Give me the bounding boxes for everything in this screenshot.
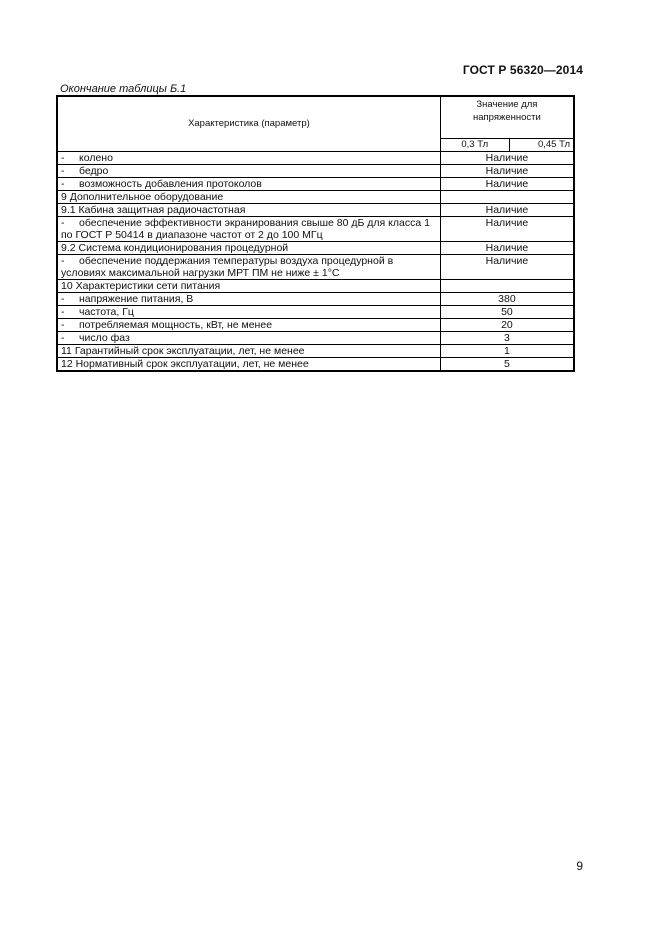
parameter-text: обеспечение эффективности экранирования свыше 80 дБ для класса 1 по ГОСТ Р 50414 в диапазоне частот от 2 до 100 МГц: [61, 217, 430, 241]
table-row: [57, 319, 574, 332]
parameter-cell: [57, 293, 440, 306]
parameter-cell: [57, 191, 440, 204]
list-dash: -: [61, 255, 65, 267]
table-row: [57, 345, 574, 358]
value-cell: Наличие: [440, 255, 574, 280]
parameter-cell: [57, 306, 440, 319]
parameter-text: колено: [79, 152, 113, 164]
parameter-text: число фаз: [79, 332, 130, 344]
column-header-0-45-tesla: 0,45 Тл: [509, 139, 574, 152]
value-cell: Наличие: [440, 178, 574, 191]
list-dash: -: [61, 293, 65, 305]
value-cell: [440, 280, 574, 293]
value-cell: 5: [440, 358, 574, 372]
value-cell: 50: [440, 306, 574, 319]
table-row: [57, 217, 574, 242]
list-dash: -: [61, 217, 65, 229]
table-row: [57, 191, 574, 204]
list-dash: -: [61, 306, 65, 318]
column-header-parameter: Характеристика (параметр): [57, 96, 440, 152]
parameter-text: 9 Дополнительное оборудование: [61, 191, 224, 203]
value-cell: Наличие: [440, 152, 574, 165]
table-row: [57, 306, 574, 319]
table-body: [57, 152, 574, 372]
parameter-text: возможность добавления протоколов: [79, 178, 262, 190]
table-row: [57, 255, 574, 280]
parameter-text: 10 Характеристики сети питания: [61, 280, 221, 292]
table-row: [57, 165, 574, 178]
parameter-cell: [57, 217, 440, 242]
parameter-cell: [57, 255, 440, 280]
value-cell: Наличие: [440, 165, 574, 178]
page-number: 9: [576, 859, 583, 873]
parameter-cell: [57, 280, 440, 293]
parameter-cell: [57, 345, 440, 358]
column-header-value: Значение для напряженности: [440, 96, 574, 139]
list-dash: -: [61, 332, 65, 344]
table-row: [57, 178, 574, 191]
list-dash: -: [61, 178, 65, 190]
table-row: [57, 332, 574, 345]
table-row: [57, 280, 574, 293]
parameter-text: 9.1 Кабина защитная радиочастотная: [61, 204, 246, 216]
value-cell: 1: [440, 345, 574, 358]
parameter-text: частота, Гц: [79, 306, 134, 318]
value-cell: 380: [440, 293, 574, 306]
parameter-cell: [57, 152, 440, 165]
parameter-text: 9.2 Система кондиционирования процедурной: [61, 242, 289, 254]
value-cell: [440, 191, 574, 204]
parameter-text: 11 Гарантийный срок эксплуатации, лет, не менее: [61, 345, 305, 357]
list-dash: -: [61, 152, 65, 164]
column-header-0-3-tesla: 0,3 Тл: [440, 139, 509, 152]
value-cell: 20: [440, 319, 574, 332]
parameter-cell: [57, 165, 440, 178]
parameter-cell: [57, 332, 440, 345]
table-row: [57, 293, 574, 306]
document-code: ГОСТ Р 56320—2014: [462, 63, 583, 77]
value-cell: Наличие: [440, 242, 574, 255]
table-caption: Окончание таблицы Б.1: [60, 83, 187, 95]
parameter-text: потребляемая мощность, кВт, не менее: [79, 319, 273, 331]
parameter-cell: [57, 358, 440, 372]
table-row: [57, 358, 574, 372]
parameter-cell: [57, 319, 440, 332]
table-row: [57, 242, 574, 255]
list-dash: -: [61, 165, 65, 177]
value-cell: Наличие: [440, 217, 574, 242]
parameter-text: 12 Нормативный срок эксплуатации, лет, не менее: [61, 358, 309, 370]
table-row: [57, 152, 574, 165]
parameter-text: обеспечение поддержания температуры воздуха процедурной в условиях максимальной нагрузки МРТ ПМ не ниже ± 1°С: [61, 255, 394, 279]
table-row: [57, 204, 574, 217]
value-cell: Наличие: [440, 204, 574, 217]
list-dash: -: [61, 319, 65, 331]
parameter-text: напряжение питания, В: [79, 293, 194, 305]
value-cell: 3: [440, 332, 574, 345]
parameter-cell: [57, 242, 440, 255]
spec-table: [56, 95, 575, 372]
parameter-cell: [57, 204, 440, 217]
parameter-cell: [57, 178, 440, 191]
parameter-text: бедро: [79, 165, 109, 177]
